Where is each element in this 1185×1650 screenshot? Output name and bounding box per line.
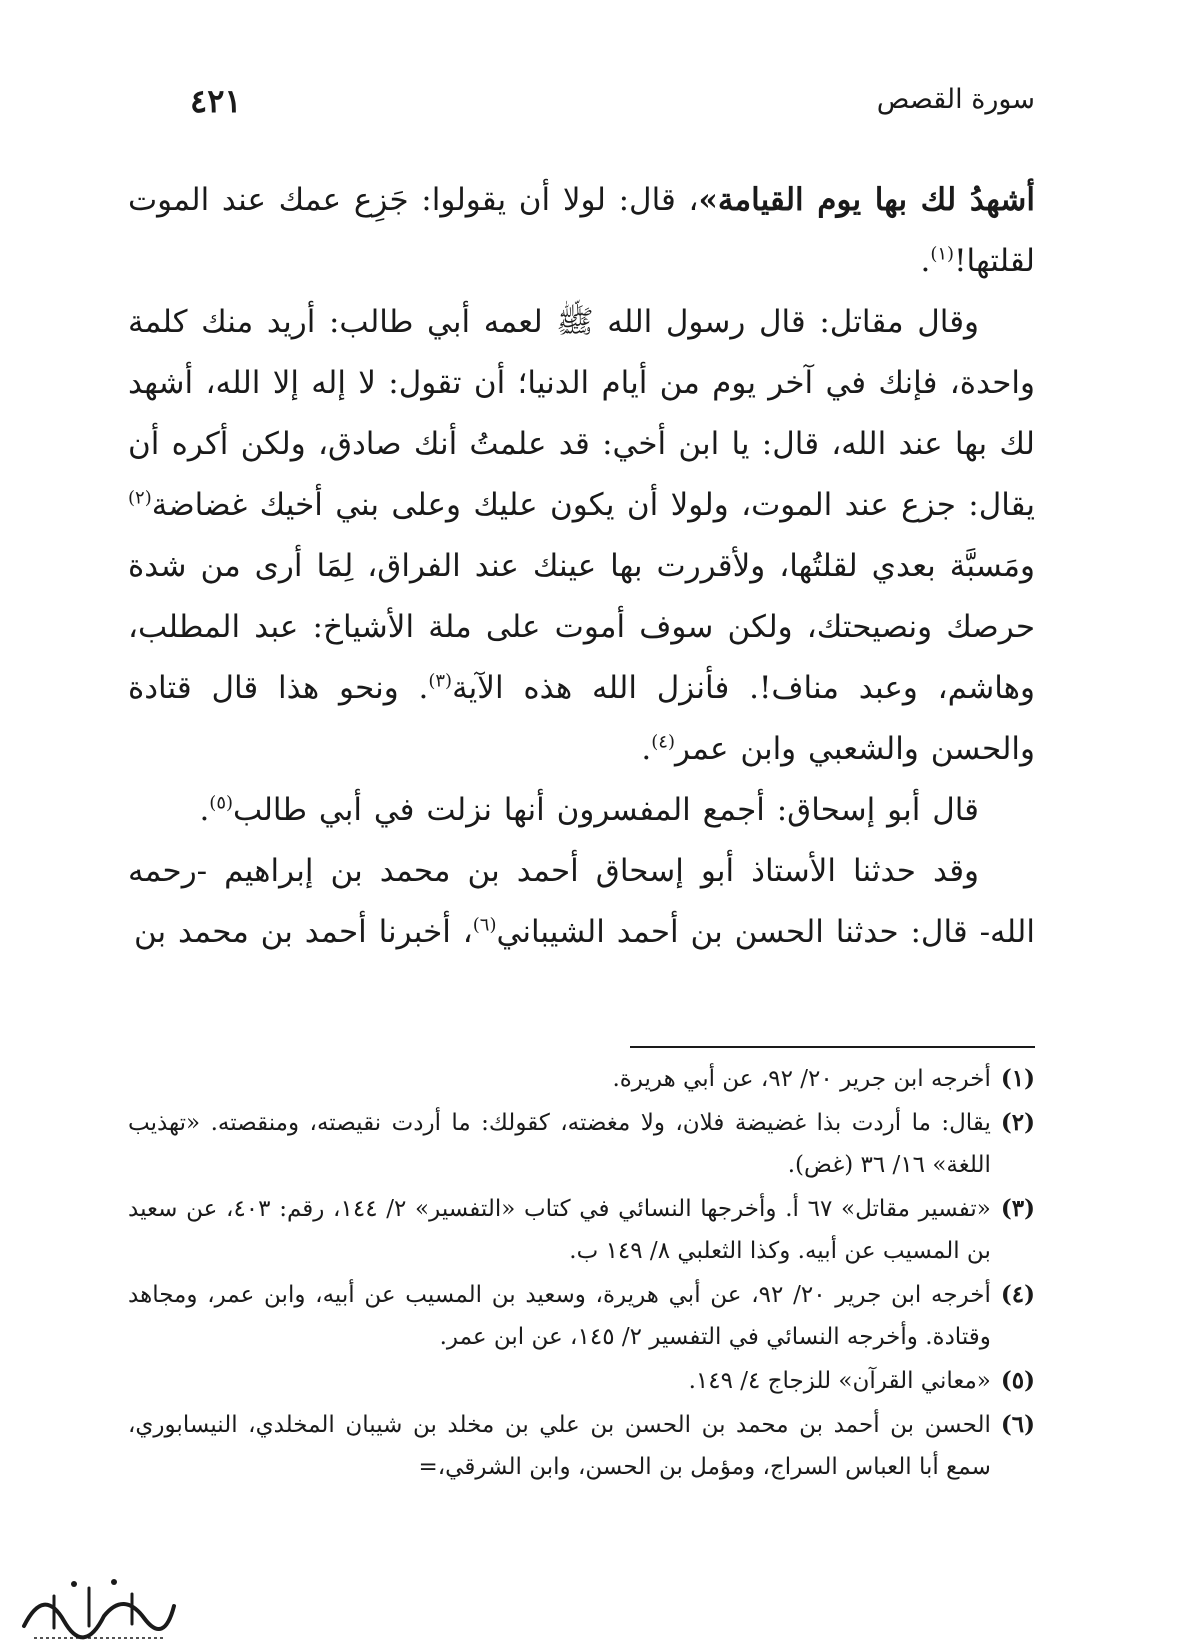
footnote-ref-1: (١) (930, 243, 955, 265)
footnote-number: (٤) (1000, 1281, 1035, 1308)
library-stamp-logo (14, 1566, 184, 1646)
footnote-divider (630, 1046, 1035, 1048)
footnote-text: «معاني القرآن» للزجاج ٤/ ١٤٩. (688, 1368, 991, 1394)
paragraph-2-text-c: . ونحو هذا قال قتادة والحسن والشعبي وابن عمر (128, 670, 1035, 767)
footnote-number: (١) (1000, 1065, 1035, 1092)
footnote-4 (128, 1274, 1035, 1358)
footnote-text: يقال: ما أردت بذا غضيضة فلان، ولا مغضته، كقولك: ما أردت نقيصته، ومنقصته. «تهذيب اللغة» ١٦/ ٣٦ (غض). (128, 1110, 991, 1178)
footnote-text: الحسن بن أحمد بن محمد بن الحسن بن علي بن مخلد بن شيبان المخلدي، النيسابوري، سمع أبا العباس السراج، ومؤمل بن الحسن، وابن الشرقي،= (128, 1412, 991, 1480)
paragraph-4-text-a: وقد حدثنا الأستاذ أبو إسحاق أحمد بن محمد بن إبراهيم -رحمه الله- قال: حدثنا الحسن بن أحمد الشيباني (128, 853, 1035, 950)
paragraph-4 (128, 841, 1035, 963)
paragraph-4-text-b: ، أخبرنا أحمد بن محمد بن (133, 914, 473, 950)
footnote-text: أخرجه ابن جرير ٢٠/ ٩٢، عن أبي هريرة. (612, 1066, 991, 1092)
paragraph-1: أشهدُ لك بها يوم القيامة»، قال: لولا أن يقولوا: جَزِع عمك عند الموت لقلتها!$^{(١)}$. (128, 182, 1035, 279)
footnote-text: «تفسير مقاتل» ٦٧ أ. وأخرجها النسائي في كتاب «التفسير» ٢/ ١٤٤، رقم: ٤٠٣، عن سعيد بن المسيب عن أبيه. وكذا الثعلبي ٨/ ١٤٩ ب. (128, 1196, 991, 1264)
paragraph-3: قال أبو إسحاق: أجمع المفسرون أنها نزلت في أبي طالب$^{(٥)}$. (199, 792, 979, 828)
footnote-ref-5: (٥) (209, 792, 234, 814)
footnote-ref-2: (٢) (128, 487, 152, 509)
paragraph-2-text-b: ومَسبَّة بعدي لقلتُها، ولأقررت بها عينك عند الفراق، لِمَا أرى من شدة حرصك ونصيحتك، ولكن سوف أموت على ملة الأشياخ: عبد المطلب، وهاشم، وعبد مناف!. فأنزل الله هذه الآية (128, 548, 1035, 706)
paragraph-1-text: ، قال: لولا أن يقولوا: جَزِع عمك عند الموت لقلتها! (128, 182, 1035, 279)
page-number: ٤٢١ (190, 82, 242, 120)
quote-end: أشهدُ لك بها يوم القيامة» (698, 182, 1035, 218)
footnote-1 (128, 1058, 1035, 1100)
footnote-number: (٣) (1000, 1195, 1035, 1222)
footnote-number: (٥) (1000, 1367, 1035, 1394)
footnote-number: (٢) (1000, 1109, 1035, 1136)
page-header (130, 84, 1035, 134)
footnote-text: أخرجه ابن جرير ٢٠/ ٩٢، عن أبي هريرة، وسعيد بن المسيب عن أبيه، وابن عمر، ومجاهد وقتادة. وأخرجه النسائي في التفسير ٢/ ١٤٥، عن ابن عمر. (128, 1282, 991, 1350)
surah-title: سورة القصص (876, 84, 1035, 115)
paragraph-3-text: قال أبو إسحاق: أجمع المفسرون أنها نزلت في أبي طالب (233, 792, 979, 828)
footnotes (128, 1058, 1035, 1490)
footnote-number: (٦) (1000, 1411, 1035, 1438)
footnote-ref-3: (٣) (428, 670, 453, 692)
main-text (128, 170, 1035, 963)
footnote-6 (128, 1404, 1035, 1488)
paragraph-2: وقال مقاتل: قال رسول الله ﷺ لعمه أبي طالب: أريد منك كلمة واحدة، فإنك في آخر يوم من أيام الدنيا؛ أن تقول: لا إله إلا الله، أشهد لك بها عند الله، قال: يا ابن أخي: قد علمتُ أنك صادق، ولكن أكره أن يقال: جزع عند الموت، ولولا أن يكون عليك وعلى بني أخيك غضاضة$^{(٢)}$ ومَسبَّة بعدي لقلتُها، ولأقررت بها عينك عند الفراق، لِمَا أرى من شدة حرصك ونصيحتك، ولكن سوف أموت على ملة الأشياخ: عبد المطلب، وهاشم، وعبد مناف!. فأنزل الله هذه الآية$^{(٣)}$. ونحو هذا قال قتادة والحسن والشعبي وابن عمر$^{(٤)}$. (128, 304, 1035, 767)
footnote-3 (128, 1188, 1035, 1272)
footnote-5 (128, 1360, 1035, 1402)
footnote-2 (128, 1102, 1035, 1186)
footnote-ref-6: (٦) (472, 914, 497, 936)
footnote-ref-4: (٤) (651, 731, 675, 753)
paragraph-2-text-a: وقال مقاتل: قال رسول الله ﷺ لعمه أبي طالب: أريد منك كلمة واحدة، فإنك في آخر يوم من أيام الدنيا؛ أن تقول: لا إله إلا الله، أشهد لك بها عند الله، قال: يا ابن أخي: قد علمتُ أنك صادق، ولكن أكره أن يقال: جزع عند الموت، ولولا أن يكون عليك وعلى بني أخيك غضاضة (128, 304, 1035, 523)
